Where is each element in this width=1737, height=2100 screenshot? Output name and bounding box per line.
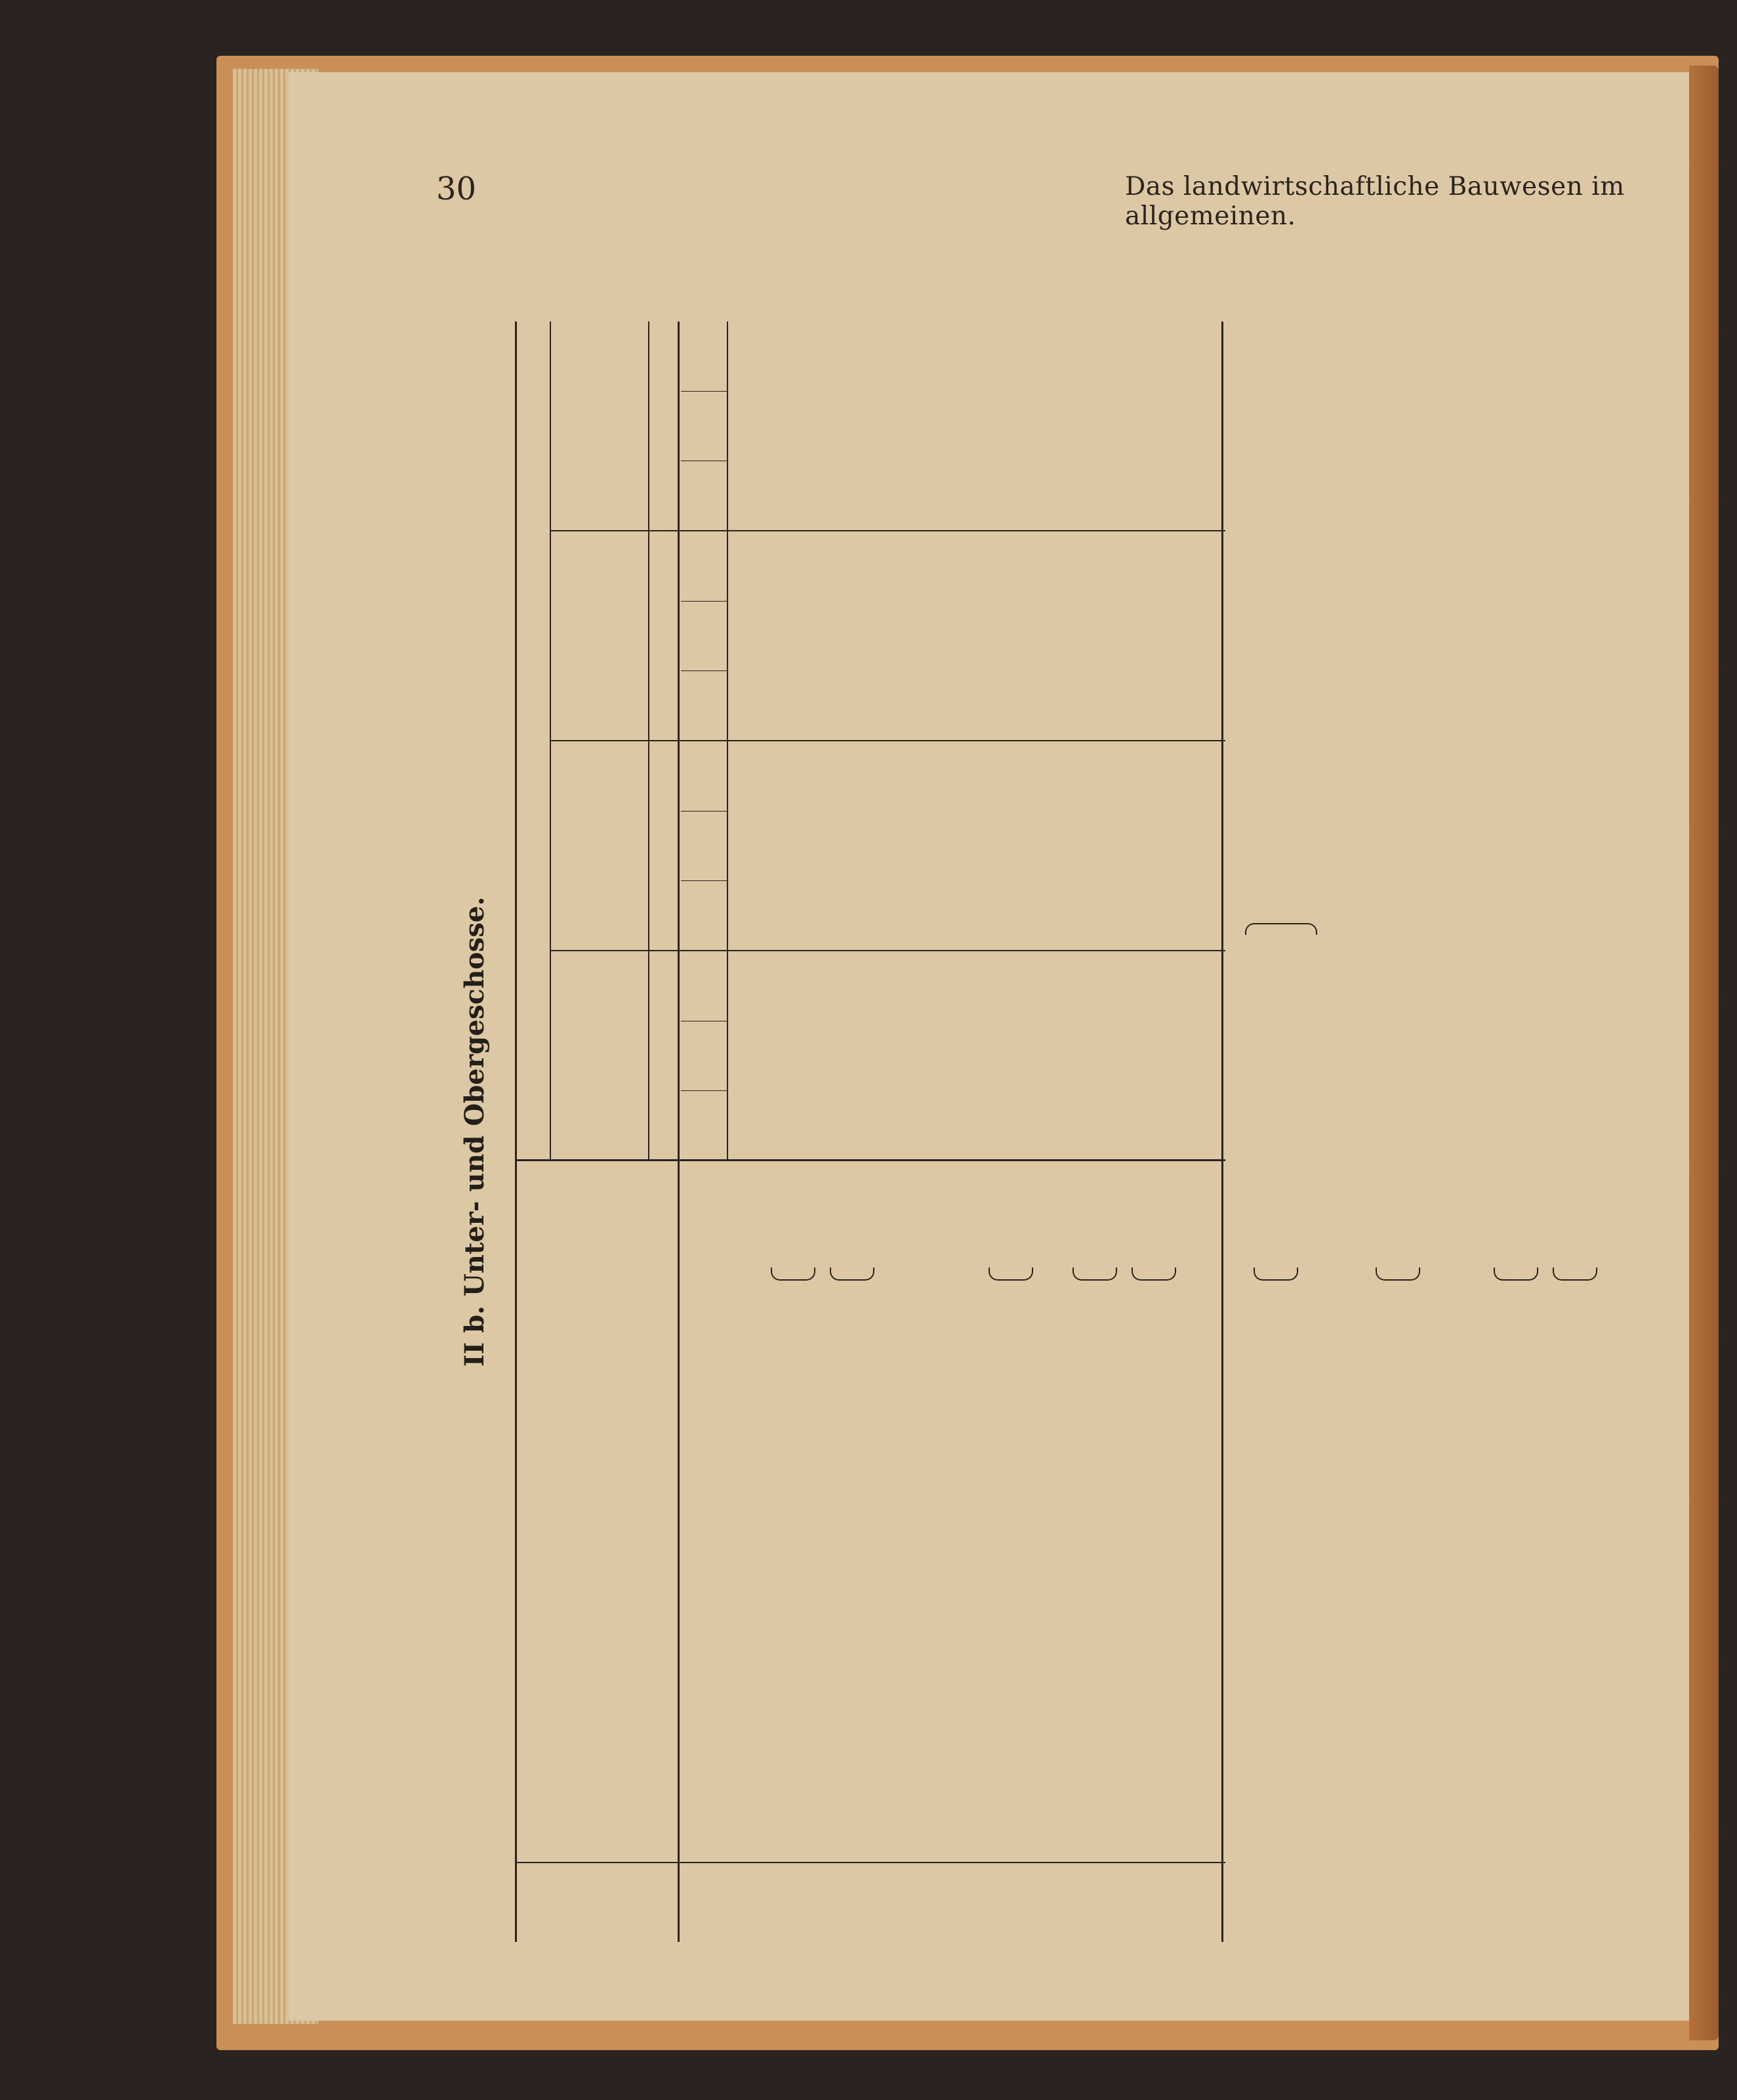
row-brace bbox=[1553, 1267, 1597, 1281]
row-brace bbox=[989, 1267, 1033, 1281]
col-rule-nummer bbox=[517, 1862, 1225, 1863]
qual-sep-2-1 bbox=[681, 670, 727, 671]
row-brace bbox=[1494, 1267, 1538, 1281]
book-cover-edge bbox=[1689, 66, 1719, 2040]
header-rule-ausfuehrung bbox=[648, 321, 649, 1161]
col-rule-group-4 bbox=[550, 530, 1225, 531]
qual-sep-2-2 bbox=[681, 601, 727, 602]
running-head: Das landwirtschaftliche Bauwesen im allgemeinen. bbox=[1125, 172, 1625, 231]
qual-sep-3-2 bbox=[681, 391, 727, 392]
row-brace bbox=[1073, 1267, 1117, 1281]
qual-sep-1-2 bbox=[681, 811, 727, 812]
qual-header-rule bbox=[727, 321, 728, 1161]
col-rule-bezeichnung bbox=[517, 1159, 1225, 1161]
price-table bbox=[515, 321, 1223, 1942]
header-rule-bauart bbox=[550, 321, 551, 1161]
header-rule-bottom bbox=[678, 321, 680, 1942]
qual-sep-0-1 bbox=[681, 1090, 727, 1091]
col-rule-group-3 bbox=[550, 740, 1225, 741]
qual-sep-1-1 bbox=[681, 880, 727, 881]
col-rule-group-2 bbox=[550, 950, 1225, 951]
nb-brace bbox=[1245, 923, 1317, 935]
row-brace bbox=[771, 1267, 815, 1281]
rotated-table-region bbox=[459, 92, 1535, 1942]
row-brace bbox=[1254, 1267, 1298, 1281]
table-title: II b. Unter- und Obergeschosse. bbox=[459, 896, 490, 1367]
row-brace bbox=[1376, 1267, 1420, 1281]
row-brace bbox=[830, 1267, 874, 1281]
row-brace bbox=[1132, 1267, 1176, 1281]
book-page bbox=[289, 72, 1689, 2021]
page-number: 30 bbox=[436, 171, 477, 207]
